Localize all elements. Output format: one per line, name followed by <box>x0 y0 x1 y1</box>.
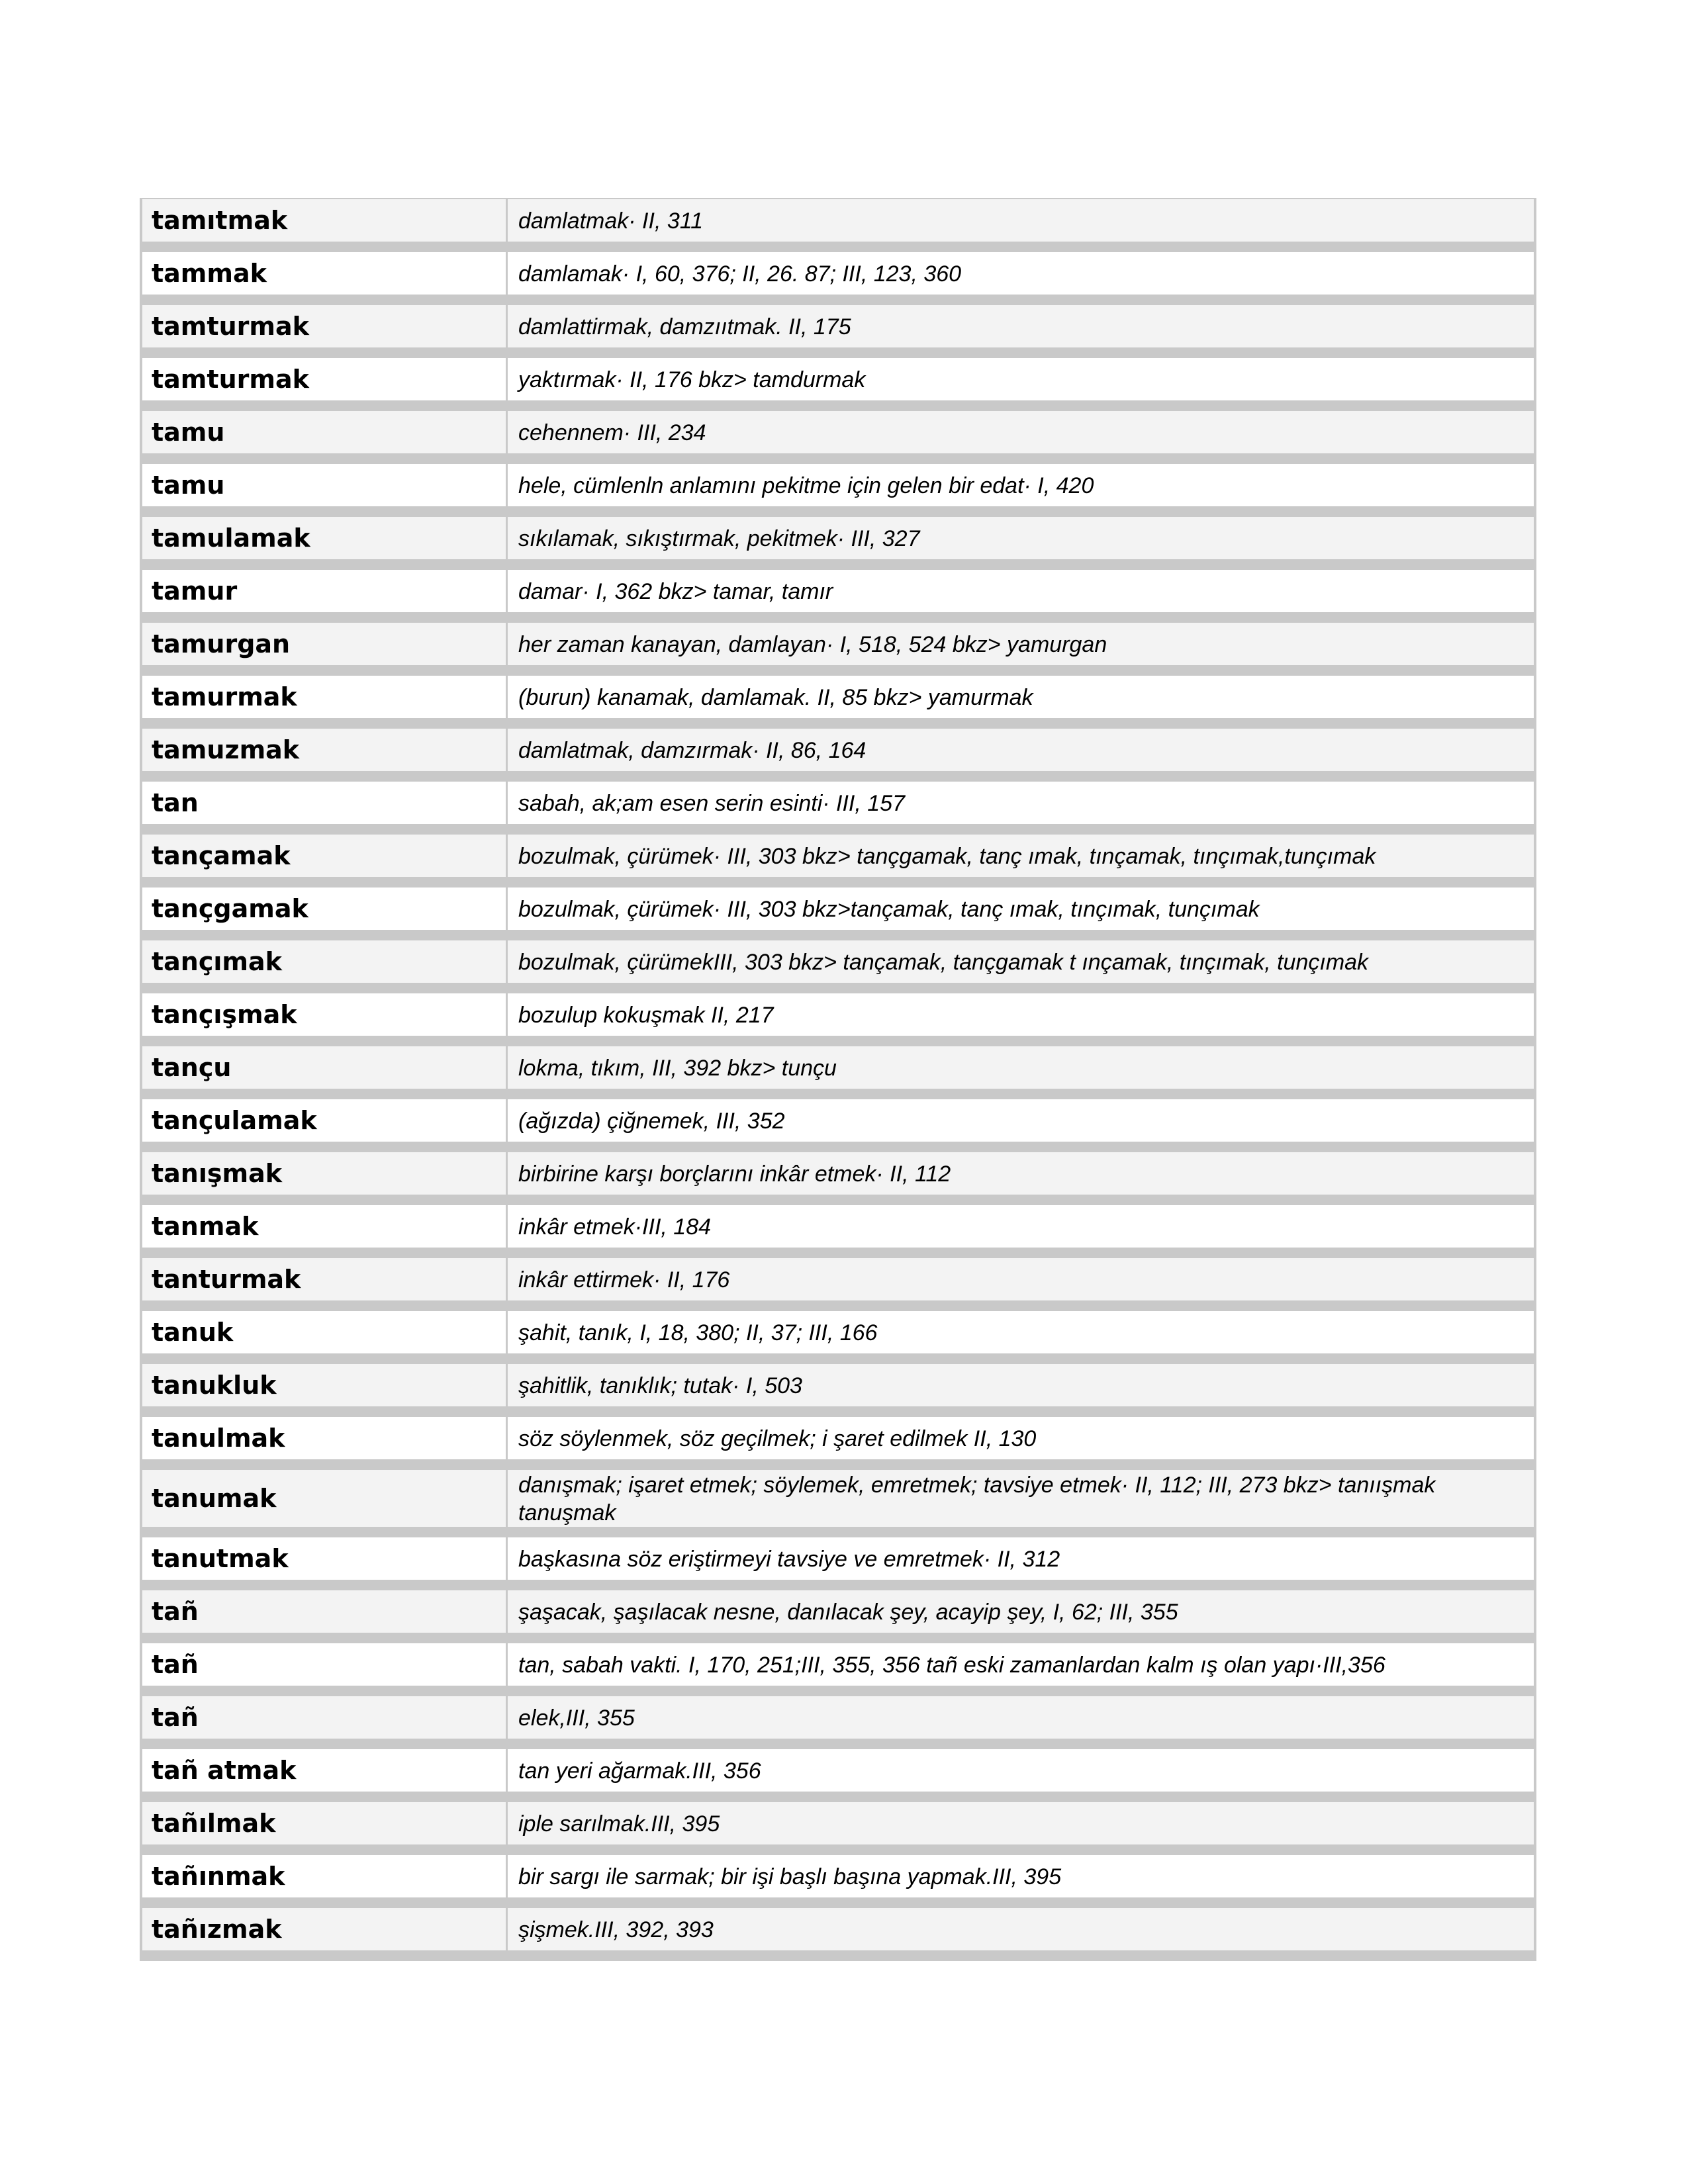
term-cell: tamturmak <box>142 305 508 347</box>
glossary-row <box>142 729 1534 782</box>
definition-cell: başkasına söz eriştirmeyi tavsiye ve emretmek· II, 312 <box>508 1537 1534 1580</box>
definition-cell: şahitlik, tanıklık; tutak· I, 503 <box>508 1364 1534 1406</box>
term-cell: tanışmak <box>142 1152 508 1195</box>
definition-cell: damlatmak· II, 311 <box>508 199 1534 242</box>
glossary-row <box>142 1152 1534 1205</box>
definition-cell: damar· I, 362 bkz> tamar, tamır <box>508 570 1534 612</box>
definition-cell: tan, sabah vakti. I, 170, 251;III, 355, 356 tañ eski zamanlardan kalm ış olan yapı·III,356 <box>508 1643 1534 1686</box>
definition-cell: birbirine karşı borçlarını inkâr etmek· II, 112 <box>508 1152 1534 1195</box>
glossary-row <box>142 940 1534 993</box>
term-cell: tançışmak <box>142 993 508 1036</box>
definition-cell: şahit, tanık, I, 18, 380; II, 37; III, 166 <box>508 1311 1534 1353</box>
glossary-row <box>142 1590 1534 1643</box>
term-cell: tamurgan <box>142 623 508 665</box>
glossary-row <box>142 1099 1534 1152</box>
glossary-row <box>142 464 1534 517</box>
glossary-row <box>142 993 1534 1046</box>
term-cell: tamu <box>142 464 508 506</box>
definition-cell: tan yeri ağarmak.III, 356 <box>508 1749 1534 1792</box>
term-cell: tanumak <box>142 1470 508 1527</box>
term-cell: tançgamak <box>142 887 508 930</box>
definition-cell: danışmak; işaret etmek; söylemek, emretmek; tavsiye etmek· II, 112; III, 273 bkz> tanıışmak tanuşmak <box>508 1470 1534 1527</box>
term-cell: tanutmak <box>142 1537 508 1580</box>
glossary-row <box>142 1908 1534 1950</box>
term-cell: tanmak <box>142 1205 508 1248</box>
definition-cell: damlamak· I, 60, 376; II, 26. 87; III, 123, 360 <box>508 252 1534 295</box>
definition-cell: her zaman kanayan, damlayan· I, 518, 524 bkz> yamurgan <box>508 623 1534 665</box>
glossary-row <box>142 1855 1534 1908</box>
term-cell: tamurmak <box>142 676 508 718</box>
glossary-row <box>142 252 1534 305</box>
term-cell: tançımak <box>142 940 508 983</box>
glossary-row <box>142 1311 1534 1364</box>
glossary-row <box>142 1749 1534 1802</box>
definition-cell: inkâr ettirmek· II, 176 <box>508 1258 1534 1300</box>
glossary-row <box>142 570 1534 623</box>
glossary-row <box>142 1417 1534 1470</box>
glossary-row <box>142 1258 1534 1311</box>
definition-cell: sabah, ak;am esen serin esinti· III, 157 <box>508 782 1534 824</box>
definition-cell: bozulmak, çürümekIII, 303 bkz> tançamak, tançgamak t ınçamak, tınçımak, tunçımak <box>508 940 1534 983</box>
glossary-row <box>142 1643 1534 1696</box>
term-cell: tanuk <box>142 1311 508 1353</box>
definition-cell: bozulmak, çürümek· III, 303 bkz>tançamak, tanç ımak, tınçımak, tunçımak <box>508 887 1534 930</box>
definition-cell: inkâr etmek·III, 184 <box>508 1205 1534 1248</box>
glossary-row <box>142 887 1534 940</box>
glossary-row <box>142 198 1534 252</box>
term-cell: tanulmak <box>142 1417 508 1459</box>
definition-cell: bir sargı ile sarmak; bir işi başlı başına yapmak.III, 395 <box>508 1855 1534 1897</box>
term-cell: tamturmak <box>142 358 508 400</box>
term-cell: tamuzmak <box>142 729 508 771</box>
glossary-row <box>142 623 1534 676</box>
term-cell: tañ <box>142 1643 508 1686</box>
term-cell: tançulamak <box>142 1099 508 1142</box>
definition-cell: damlattirmak, damzııtmak. II, 175 <box>508 305 1534 347</box>
glossary-row <box>142 1537 1534 1590</box>
term-cell: tanukluk <box>142 1364 508 1406</box>
definition-cell: yaktırmak· II, 176 bkz> tamdurmak <box>508 358 1534 400</box>
definition-cell: iple sarılmak.III, 395 <box>508 1802 1534 1844</box>
term-cell: tan <box>142 782 508 824</box>
term-cell: tañınmak <box>142 1855 508 1897</box>
definition-cell: (burun) kanamak, damlamak. II, 85 bkz> yamurmak <box>508 676 1534 718</box>
glossary-row <box>142 358 1534 411</box>
term-cell: tañ atmak <box>142 1749 508 1792</box>
glossary-row <box>142 676 1534 729</box>
glossary-row <box>142 411 1534 464</box>
term-cell: tañızmak <box>142 1908 508 1950</box>
definition-cell: şişmek.III, 392, 393 <box>508 1908 1534 1950</box>
glossary-row <box>142 1364 1534 1417</box>
glossary-row <box>142 1802 1534 1855</box>
glossary-row <box>142 517 1534 570</box>
term-cell: tamulamak <box>142 517 508 559</box>
term-cell: tammak <box>142 252 508 295</box>
definition-cell: hele, cümlenln anlamını pekitme için gelen bir edat· I, 420 <box>508 464 1534 506</box>
definition-cell: lokma, tıkım, III, 392 bkz> tunçu <box>508 1046 1534 1089</box>
term-cell: tamur <box>142 570 508 612</box>
definition-cell: sıkılamak, sıkıştırmak, pekitmek· III, 327 <box>508 517 1534 559</box>
glossary-row <box>142 782 1534 835</box>
definition-cell: cehennem· III, 234 <box>508 411 1534 453</box>
term-cell: tanturmak <box>142 1258 508 1300</box>
definition-cell: söz söylenmek, söz geçilmek; i şaret edilmek II, 130 <box>508 1417 1534 1459</box>
definition-cell: damlatmak, damzırmak· II, 86, 164 <box>508 729 1534 771</box>
definition-cell: (ağızda) çiğnemek, III, 352 <box>508 1099 1534 1142</box>
glossary-row <box>142 305 1534 358</box>
definition-cell: elek,III, 355 <box>508 1696 1534 1739</box>
definition-cell: bozulup kokuşmak II, 217 <box>508 993 1534 1036</box>
glossary-row <box>142 1205 1534 1258</box>
definition-cell: şaşacak, şaşılacak nesne, danılacak şey, acayip şey, I, 62; III, 355 <box>508 1590 1534 1633</box>
term-cell: tañılmak <box>142 1802 508 1844</box>
glossary-row <box>142 1696 1534 1749</box>
term-cell: tançu <box>142 1046 508 1089</box>
term-cell: tañ <box>142 1696 508 1739</box>
glossary-row <box>142 835 1534 887</box>
glossary-table <box>140 198 1536 1961</box>
term-cell: tañ <box>142 1590 508 1633</box>
definition-cell: bozulmak, çürümek· III, 303 bkz> tançgamak, tanç ımak, tınçamak, tınçımak,tunçımak <box>508 835 1534 877</box>
glossary-row <box>142 1046 1534 1099</box>
term-cell: tançamak <box>142 835 508 877</box>
term-cell: tamıtmak <box>142 199 508 242</box>
term-cell: tamu <box>142 411 508 453</box>
glossary-row <box>142 1470 1534 1537</box>
